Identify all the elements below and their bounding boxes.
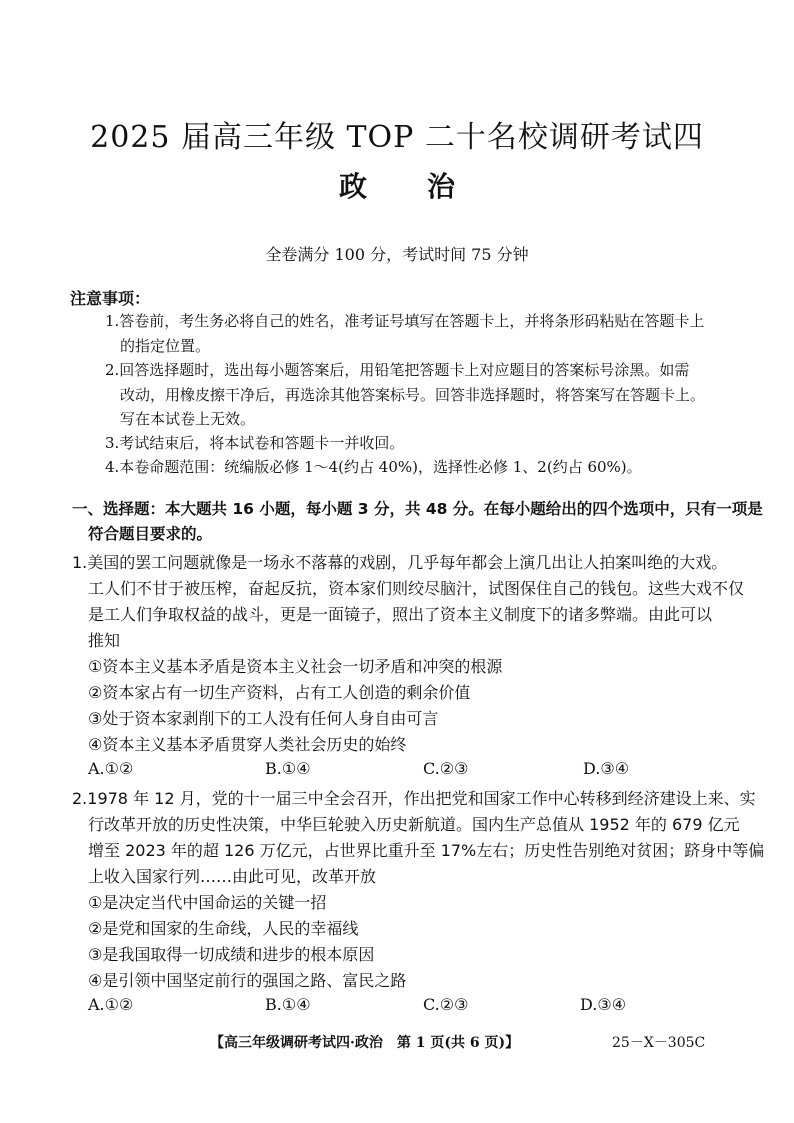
statement-option: ①资本主义基本矛盾是资本主义社会一切矛盾和冲突的根源 (88, 657, 503, 676)
question-text: 2.1978 年 12 月，党的十一届三中全会召开，作出把党和国家工作中心转移到经济建设上来、实 (72, 789, 756, 808)
question-text: 上收入国家行列……由此可见，改革开放 (88, 867, 377, 886)
section-heading: 一、选择题：本大题共 16 小题，每小题 3 分，共 48 分。在每小题给出的四个选项中，只有一项是 (72, 500, 763, 518)
question-text: 工人们不甘于被压榨，奋起反抗，资本家们则绞尽脑汁，试图保住自己的钱包。这些大戏不仅 (88, 579, 745, 598)
statement-option: ②资本家占有一切生产资料，占有工人创造的剩余价值 (88, 683, 471, 702)
notice-line: 1.答卷前，考生务必将自己的姓名，准考证号填写在答题卡上，并将条形码粘贴在答题卡上 (105, 312, 705, 330)
question-text: 增至 2023 年的超 126 万亿元，占世界比重升至 17%左右；历史性告别绝对贫困；跻身中等偏 (88, 841, 765, 860)
answer-choice-c: C.②③ (423, 759, 469, 778)
question-text: 是工人们争取权益的战斗，更是一面镜子，照出了资本主义制度下的诸多弊端。由此可以 (88, 605, 713, 624)
subject-title: 政治 (338, 170, 515, 203)
notice-line: 写在本试卷上无效。 (120, 410, 256, 428)
answer-choice-b: B.①④ (265, 759, 311, 778)
answer-choice-b: B.①④ (265, 995, 311, 1014)
section-heading-cont: 符合题目要求的。 (88, 525, 213, 543)
answer-choice-d: D.③④ (580, 995, 627, 1014)
answer-choice-a: A.①② (88, 995, 134, 1014)
answer-choice-c: C.②③ (423, 995, 469, 1014)
paper-code: 25－X－305C (612, 1035, 706, 1051)
exam-meta: 全卷满分 100 分，考试时间 75 分钟 (265, 245, 529, 264)
answer-choice-d: D.③④ (583, 759, 630, 778)
notice-line: 3.考试结束后，将本试卷和答题卡一并收回。 (105, 434, 405, 452)
question-text: 推知 (88, 631, 121, 650)
question-text: 行改革开放的历史性决策，中华巨轮驶入历史新航道。国内生产总值从 1952 年的 679 亿元 (88, 815, 740, 834)
exam-title: 2025 届高三年级 TOP 二十名校调研考试四 (90, 120, 704, 155)
notice-line: 的指定位置。 (120, 337, 211, 355)
statement-option: ②是党和国家的生命线，人民的幸福线 (88, 919, 359, 938)
statement-option: ④是引领中国坚定前行的强国之路、富民之路 (88, 971, 407, 990)
statement-option: ④资本主义基本矛盾贯穿人类社会历史的始终 (88, 735, 407, 754)
statement-option: ③处于资本家剥削下的工人没有任何人身自由可言 (88, 709, 439, 728)
page-footer: 【高三年级调研考试四·政治 第 1 页(共 6 页)】 (210, 1035, 520, 1051)
statement-option: ①是决定当代中国命运的关键一招 (88, 893, 327, 912)
answer-choice-a: A.①② (88, 759, 134, 778)
notice-heading: 注意事项： (70, 289, 151, 308)
notice-line: 2.回答选择题时，选出每小题答案后，用铅笔把答题卡上对应题目的答案标号涂黑。如需 (105, 361, 690, 379)
notice-line: 4.本卷命题范围：统编版必修 1～4(约占 40%)，选择性必修 1、2(约占 60%)。 (105, 458, 642, 476)
statement-option: ③是我国取得一切成绩和进步的根本原因 (88, 945, 375, 964)
question-text: 1.美国的罢工问题就像是一场永不落幕的戏剧，几乎每年都会上演几出让人拍案叫绝的大戏。 (72, 553, 728, 572)
notice-line: 改动，用橡皮擦干净后，再选涂其他答案标号。回答非选择题时，将答案写在答题卡上。 (120, 386, 706, 404)
